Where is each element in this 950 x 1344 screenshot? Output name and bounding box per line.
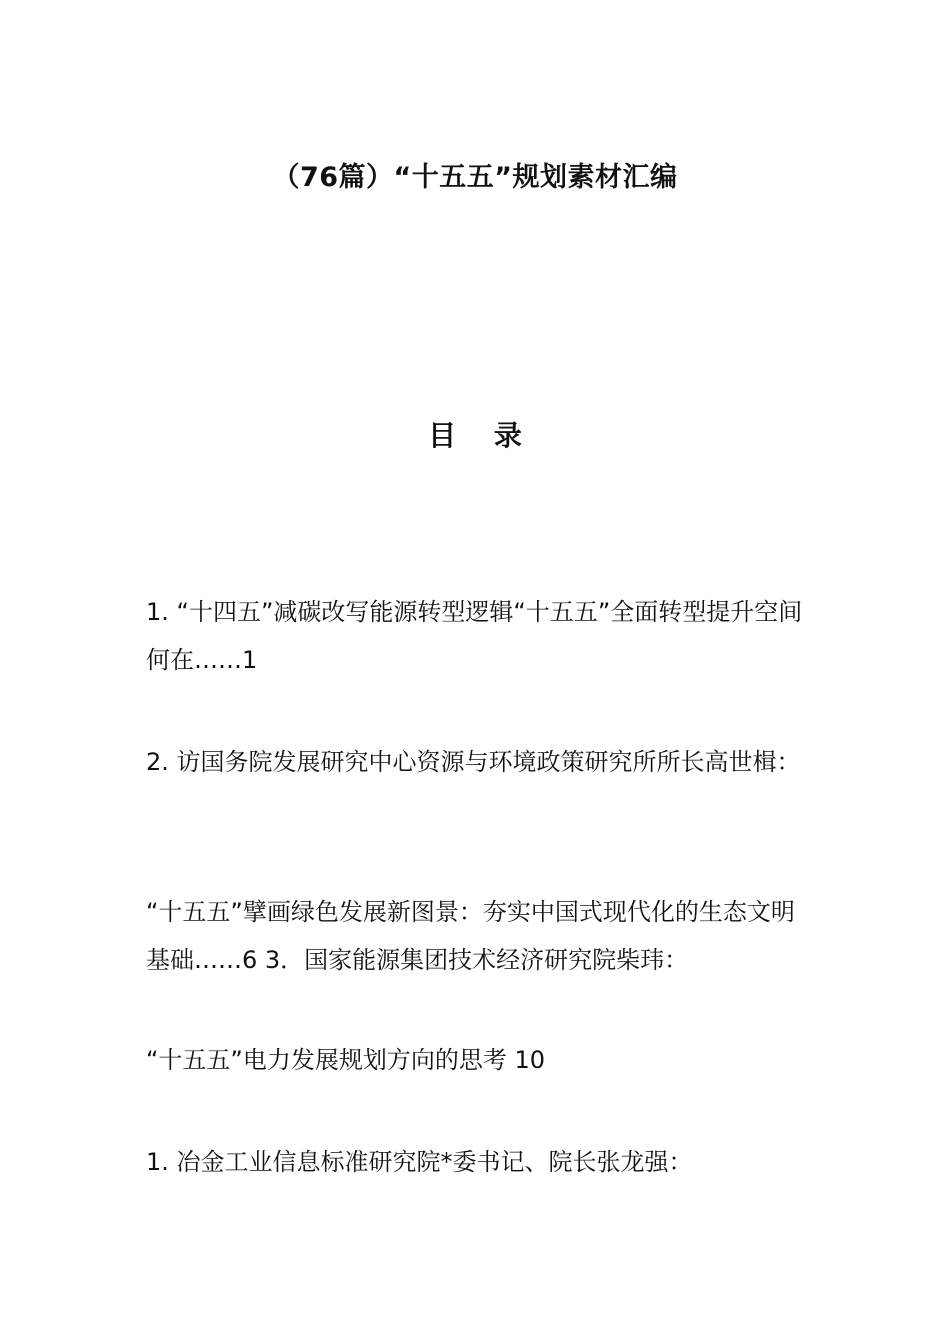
toc-entry-2: 2. 访国务院发展研究中心资源与环境政策研究所所长高世楫： [146,748,801,776]
toc-entry-2-continued: “十五五”擘画绿色发展新图景：夯实中国式现代化的生态文明基础……6 3．国家能源集团技术经济研究院柴玮： [146,898,795,974]
toc-entry-1: 1. “十四五”减碳改写能源转型逻辑“十五五”全面转型提升空间何在……1 [146,598,803,674]
toc-entry-4: 1. 冶金工业信息标准研究院*委书记、院长张龙强： [146,1148,693,1176]
toc-heading: 目 录 [428,419,536,452]
document-title: （76篇）“十五五”规划素材汇编 [272,162,678,193]
toc-entry-3-continued: “十五五”电力发展规划方向的思考 10 [146,1046,546,1074]
